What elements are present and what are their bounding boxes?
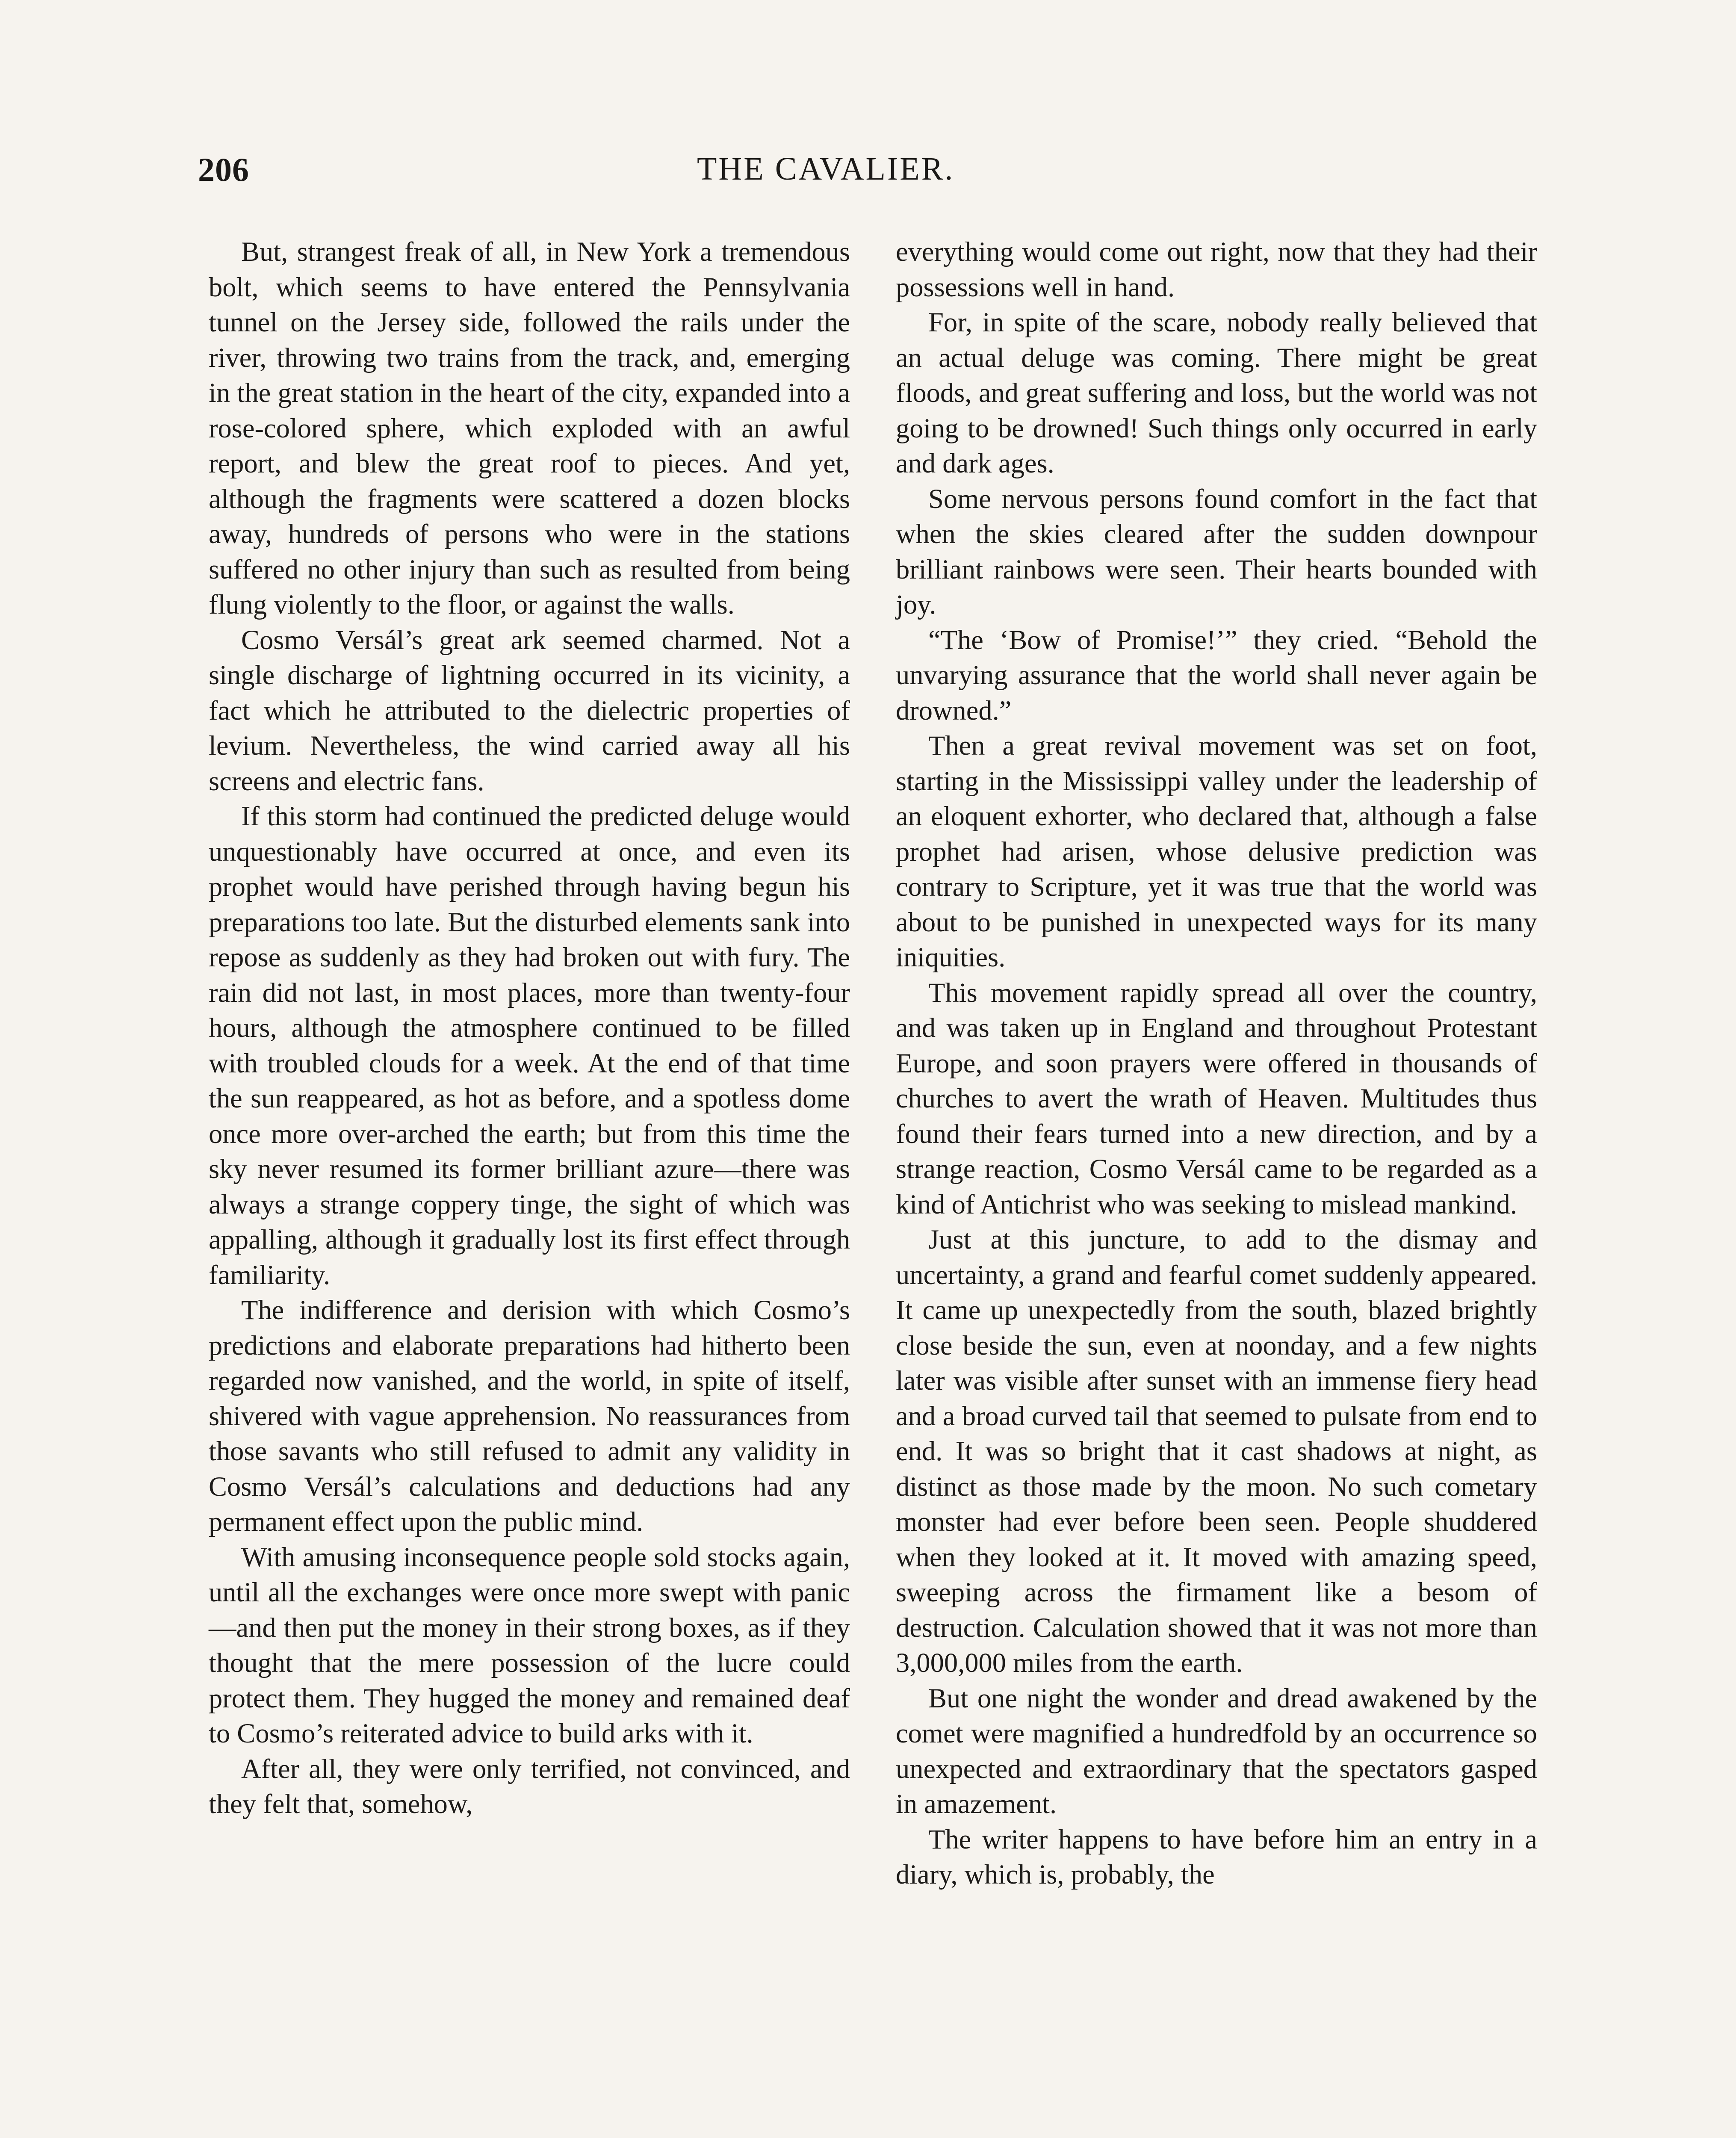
paragraph: Then a great revival movement was set on foot, starting in the Mississippi valley under the leadership of an eloquent exhorter, who declared that, although a false prophet had arisen, whose delusive prediction was contrary to Scripture, yet it was true that the world was about to be punished in unexpected ways for its many iniquities. bbox=[896, 730, 1537, 972]
right-column bbox=[896, 234, 1537, 1893]
left-column bbox=[209, 234, 850, 1822]
paragraph: The indifference and derision with which Cosmo’s predictions and elaborate preparations had hitherto been regarded now vanished, and the world, in spite of itself, shivered with vague apprehension. No reassurances from those savants who still refused to admit any validity in Cosmo Versál’s calculations and deductions had any permanent effect upon the public mind. bbox=[209, 1295, 850, 1537]
paragraph: But one night the wonder and dread awakened by the comet were magnified a hundredfold by an occurrence so unexpected and extraordinary that the spectators gasped in amazement. bbox=[896, 1683, 1537, 1819]
paragraph: For, in spite of the scare, nobody really believed that an actual deluge was coming. There might be great floods, and great suffering and loss, but the world was not going to be drowned! Such things only occurred in early and dark ages. bbox=[896, 307, 1537, 478]
paragraph: With amusing inconsequence people sold stocks again, until all the exchanges were once more swept with panic—and then put the money in their strong boxes, as if they thought that the mere possession of the lucre could protect them. They hugged the money and remained deaf to Cosmo’s reiterated advice to build arks with it. bbox=[209, 1541, 850, 1748]
paragraph: After all, they were only terrified, not convinced, and they felt that, somehow, bbox=[209, 1753, 850, 1819]
paragraph: But, strangest freak of all, in New York a tremendous bolt, which seems to have entered the Pennsylvania tunnel on the Jersey side, followed the rails under the river, throwing two trains from the track, and, emerging in the great station in the heart of the city, expanded into a rose-colored sphere, which exploded with an awful report, and blew the great roof to pieces. And yet, although the fragments were scattered a dozen blocks away, hundreds of persons who were in the stations suffered no other injury than such as resulted from being flung violently to the floor, or against the walls. bbox=[209, 236, 850, 620]
paragraph: If this storm had continued the predicted deluge would unquestionably have occurred at once, and even its prophet would have perished through having begun his preparations too late. But the disturbed elements sank into repose as suddenly as they had broken out with fury. The rain did not last, in most places, more than twenty-four hours, although the atmosphere continued to be filled with troubled clouds for a week. At the end of that time the sun reappeared, as hot as before, and a spotless dome once more over-arched the earth; but from this time the sky never resumed its former brilliant azure—there was always a strange coppery tinge, the sight of which was appalling, although it gradually lost its first effect through familiarity. bbox=[209, 801, 850, 1290]
paragraph: The writer happens to have before him an entry in a diary, which is, probably, the bbox=[896, 1824, 1537, 1890]
paragraph: Some nervous persons found comfort in the fact that when the skies cleared after the sudden downpour brilliant rainbows were seen. Their hearts bounded with joy. bbox=[896, 483, 1537, 620]
running-head: THE CAVALIER. bbox=[697, 151, 955, 187]
paragraph: This movement rapidly spread all over the country, and was taken up in England and throughout Protestant Europe, and soon prayers were offered in thousands of churches to avert the wrath of Heaven. Multitudes thus found their fears turned into a new direction, and by a strange reaction, Cosmo Versál came to be regarded as a kind of Antichrist who was seeking to mislead mankind. bbox=[896, 977, 1537, 1220]
paragraph: Cosmo Versál’s great ark seemed charmed. Not a single discharge of lightning occurred in its vicinity, a fact which he attributed to the dielectric properties of levium. Nevertheless, the wind carried away all his screens and electric fans. bbox=[209, 624, 850, 796]
paragraph: “The ‘Bow of Promise!’” they cried. “Behold the unvarying assurance that the world shall never again be drowned.” bbox=[896, 624, 1537, 726]
page-number: 206 bbox=[198, 151, 249, 188]
paragraph-continued: everything would come out right, now that they had their possessions well in hand. bbox=[896, 236, 1537, 302]
paragraph: Just at this juncture, to add to the dismay and uncertainty, a grand and fearful comet suddenly appeared. It came up unexpectedly from the south, blazed brightly close beside the sun, even at noonday, and a few nights later was visible after sunset with an immense fiery head and a broad curved tail that seemed to pulsate from end to end. It was so bright that it cast shadows at night, as distinct as those made by the moon. No such cometary monster had ever before been seen. People shuddered when they looked at it. It moved with amazing speed, sweeping across the firmament like a besom of destruction. Calculation showed that it was not more than 3,000,000 miles from the earth. bbox=[896, 1224, 1537, 1678]
